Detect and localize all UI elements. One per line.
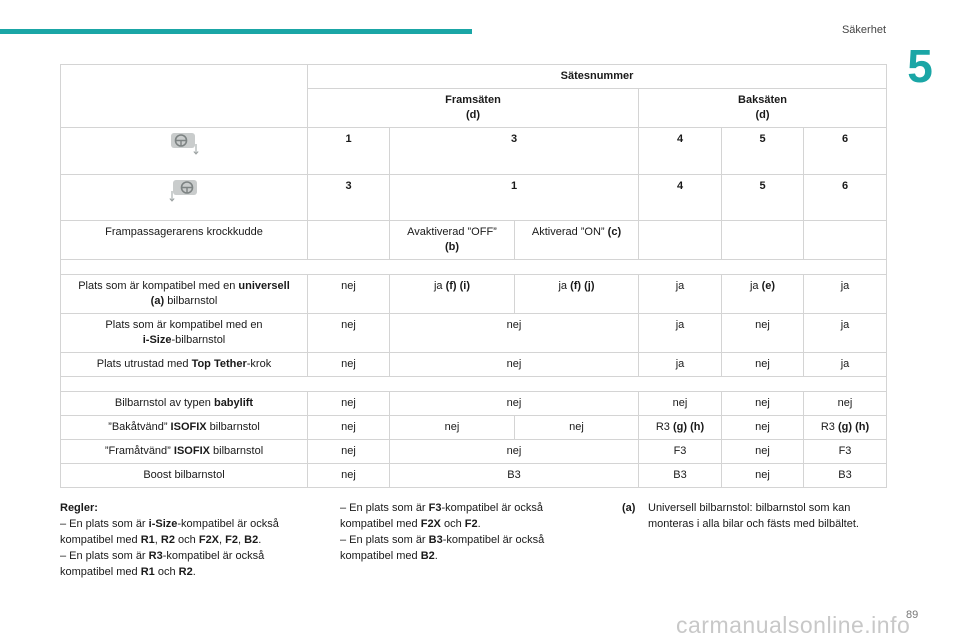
- table-cell: nej: [308, 314, 390, 353]
- table-cell: 6: [804, 128, 887, 175]
- row-label: Bilbarnstol av typen babylift: [61, 392, 308, 416]
- rule-item: – En plats som är B3-kompatibel är också kompatibel med B2.: [340, 534, 545, 562]
- front-seats-header: [308, 89, 639, 128]
- table-cell: [390, 221, 515, 260]
- table-cell: nej: [722, 464, 804, 488]
- table-cell: nej: [308, 392, 390, 416]
- steering-wheel-right-icon: [169, 179, 199, 205]
- table-cell: nej: [515, 416, 639, 440]
- table-cell: B3: [390, 464, 639, 488]
- rear-seats-note: (d): [755, 109, 770, 121]
- row-label: Frampassagerarens krockkudde: [61, 221, 308, 260]
- footnote-key: (a): [622, 502, 636, 514]
- rule-item: – En plats som är F3-kompatibel är också kompatibel med F2X och F2.: [340, 502, 543, 530]
- rear-seats-header: [639, 89, 887, 128]
- seat-number-header: Sätesnummer: [308, 65, 887, 89]
- airbag-off-note: (b): [444, 241, 460, 253]
- rhd-icon-cell: [61, 175, 308, 221]
- table-row: [61, 464, 887, 488]
- row-label: ”Framåtvänd” ISOFIX bilbarnstol: [61, 440, 308, 464]
- table-cell: 5: [722, 128, 804, 175]
- front-seats-label: Framsäten: [445, 94, 501, 106]
- table-cell: R3 (g) (h): [804, 416, 887, 440]
- airbag-on-label: Aktiverad ”ON”: [531, 226, 605, 238]
- table-cell: nej: [308, 464, 390, 488]
- rules-column-1: [60, 500, 315, 580]
- table-cell: 4: [639, 128, 722, 175]
- table-cell: nej: [722, 353, 804, 377]
- table-cell: 3: [390, 128, 639, 175]
- row-label: ”Bakåtvänd” ISOFIX bilbarnstol: [61, 416, 308, 440]
- table-row: [61, 392, 887, 416]
- airbag-off-label: Avaktiverad ”OFF”: [407, 226, 497, 238]
- table-cell: [639, 221, 722, 260]
- table-cell: 1: [390, 175, 639, 221]
- row-label: Boost bilbarnstol: [61, 464, 308, 488]
- table-cell: 1: [308, 128, 390, 175]
- table-cell: nej: [308, 440, 390, 464]
- accent-bar: [0, 29, 472, 34]
- table-cell: nej: [390, 392, 639, 416]
- table-row: [61, 221, 887, 260]
- rules-column-2: [340, 500, 590, 564]
- table-row: [61, 440, 887, 464]
- table-cell: nej: [722, 314, 804, 353]
- table-row: [61, 175, 887, 221]
- footnote-text: Universell bilbarnstol: bilbarnstol som kan monteras i alla bilar och fästs med bilbältet.: [648, 502, 859, 530]
- table-separator: [61, 377, 887, 392]
- table-cell: B3: [639, 464, 722, 488]
- table-cell: nej: [804, 392, 887, 416]
- table-cell: [804, 221, 887, 260]
- table-cell: F3: [804, 440, 887, 464]
- rule-item: – En plats som är i-Size-kompatibel är också kompatibel med R1, R2 och F2X, F2, B2.: [60, 518, 279, 546]
- table-row: [61, 314, 887, 353]
- row-label: Plats som är kompatibel med en universell (a) bilbarnstol: [61, 275, 308, 314]
- table-corner-cell: [61, 65, 308, 128]
- table-separator: [61, 260, 887, 275]
- table-cell: ja: [804, 353, 887, 377]
- rule-item: – En plats som är R3-kompatibel är också kompatibel med R1 och R2.: [60, 550, 265, 578]
- table-cell: ja (e): [722, 275, 804, 314]
- steering-wheel-left-icon: [169, 132, 199, 158]
- table-cell: ja: [639, 314, 722, 353]
- table-cell: [722, 221, 804, 260]
- table-cell: [515, 221, 639, 260]
- watermark: carmanualsonline.info: [676, 612, 911, 638]
- table-cell: ja: [639, 353, 722, 377]
- table-row: [61, 128, 887, 175]
- lhd-icon-cell: [61, 128, 308, 175]
- table-cell: ja (f) (j): [515, 275, 639, 314]
- table-cell: 6: [804, 175, 887, 221]
- table-cell: nej: [639, 392, 722, 416]
- table-cell: [308, 221, 390, 260]
- table-cell: nej: [308, 416, 390, 440]
- table-cell: R3 (g) (h): [639, 416, 722, 440]
- table-cell: ja: [639, 275, 722, 314]
- rules-heading: Regler:: [60, 502, 98, 514]
- table-cell: 4: [639, 175, 722, 221]
- table-cell: ja (f) (i): [390, 275, 515, 314]
- table-cell: ja: [804, 314, 887, 353]
- section-title: Säkerhet: [841, 24, 886, 36]
- page-number: 89: [906, 609, 919, 621]
- row-label: Plats som är kompatibel med en i-Size-bilbarnstol: [61, 314, 308, 353]
- front-seats-note: (d): [465, 109, 481, 121]
- table-cell: nej: [308, 275, 390, 314]
- table-cell: nej: [722, 392, 804, 416]
- table-cell: nej: [308, 353, 390, 377]
- table-cell: ja: [804, 275, 887, 314]
- table-cell: nej: [390, 314, 639, 353]
- table-cell: B3: [804, 464, 887, 488]
- table-row: [61, 275, 887, 314]
- table-row: [61, 416, 887, 440]
- airbag-on-note: (c): [607, 226, 622, 238]
- table-cell: nej: [390, 416, 515, 440]
- table-cell: nej: [390, 353, 639, 377]
- table-cell: nej: [722, 440, 804, 464]
- table-cell: 5: [722, 175, 804, 221]
- row-label: Plats utrustad med Top Tether-krok: [61, 353, 308, 377]
- table-row: [61, 65, 887, 89]
- footnote-a: [622, 500, 884, 532]
- child-seat-table: [60, 64, 887, 488]
- table-cell: F3: [639, 440, 722, 464]
- table-cell: 3: [308, 175, 390, 221]
- chapter-number: 5: [907, 40, 933, 92]
- table-cell: nej: [390, 440, 639, 464]
- table-cell: nej: [722, 416, 804, 440]
- rear-seats-label: Baksäten: [738, 94, 787, 106]
- table-row: [61, 353, 887, 377]
